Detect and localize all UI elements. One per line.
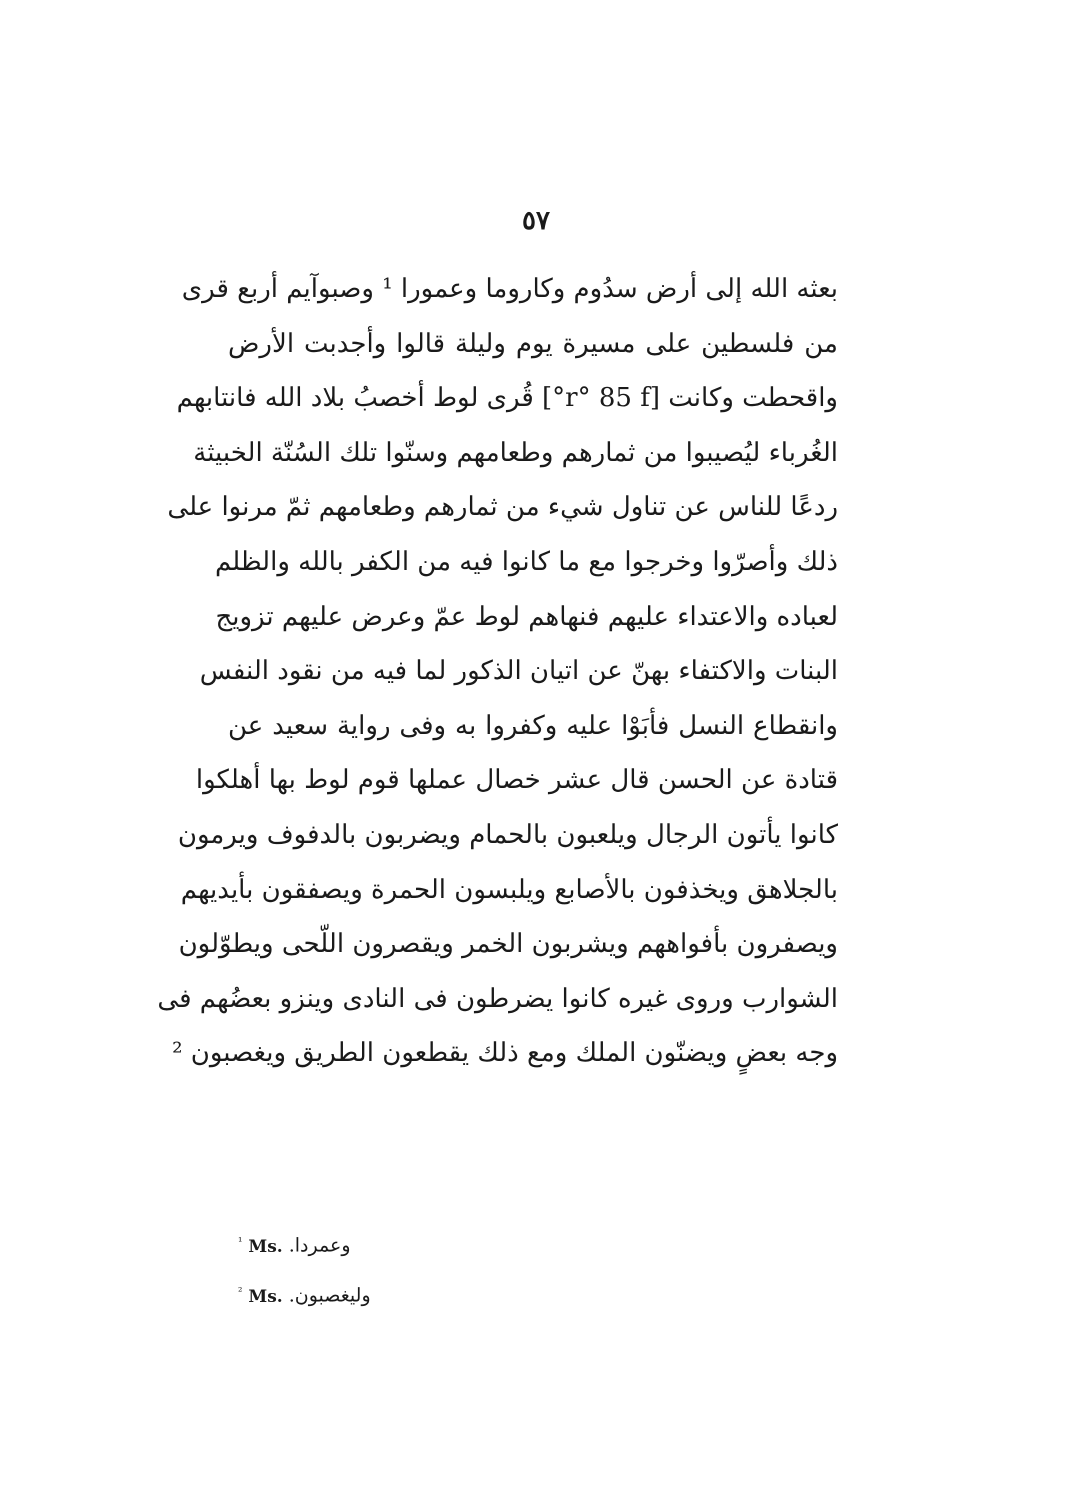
text-line: الشوارب وروى غيره كانوا يضرطون فى النادى وينزو بعضُهم فى [157, 983, 838, 1014]
text-line: الغُرباء ليُصيبوا من ثمارهم وطعامهم وسنّوا تلك السُنّة الخبيثة [193, 437, 838, 468]
text-line: كانوا يأتون الرجال ويلعبون بالحمام ويضربون بالدفوف ويرمون [177, 819, 838, 850]
text-line: وانقطاع النسل فأبَوْا عليه وكفروا به وفى رواية سعيد عن [228, 710, 838, 741]
main-text-block [157, 262, 838, 1081]
text-line: قتادة عن الحسن قال عشر خصال عملها قوم لوط بها أهلكوا [195, 765, 838, 796]
text-line: ويصفرون بأفواههم ويشربون الخمر ويقصرون اللّحى ويطوّلون [178, 929, 838, 960]
footnote-2 [238, 1272, 638, 1322]
footnotes [238, 1222, 638, 1322]
text-line: لعباده والاعتداء عليهم فنهاهم لوط عمّ وعرض عليهم تزويج [215, 601, 838, 632]
text-line: ذلك وأصرّوا وخرجوا مع ما كانوا فيه من الكفر بالله والظلم [214, 546, 838, 577]
text-line: بعثه الله إلى أرض سدُوم وكاروما وعمورا ¹ وصبوآيم أربع قرى [181, 274, 838, 304]
footnote-ms-label: Ms. [248, 1236, 283, 1257]
text-line: وجه بعضٍ ويضنّون الملك ومع ذلك يقطعون الطريق ويغصبون ² [172, 1038, 838, 1069]
footnote-mark: ¹ [238, 1235, 243, 1248]
footnote-text: وليغصبون. [288, 1284, 371, 1307]
footnote-text: وعمردا. [288, 1234, 351, 1257]
footnote-1 [238, 1222, 638, 1272]
text-line: بالجلاهق ويخذفون بالأصابع ويلبسون الحمرة ويصفقون بأيديهم [180, 874, 838, 905]
footnote-ms-label: Ms. [248, 1286, 283, 1307]
text-line: واقحطت وكانت [r° 85 f°] قُرى لوط أخصبُ بلاد الله فانتابهم [176, 383, 838, 414]
text-line: من فلسطين على مسيرة يوم وليلة قالوا وأجدبت الأرض [228, 328, 838, 359]
page-number: ٥٧ [522, 206, 550, 236]
text-line: البنات والاكتفاء بهنّ عن اتيان الذكور لما فيه من نقود النفس [199, 656, 838, 687]
footnote-mark: ² [238, 1285, 243, 1298]
text-line: ردعًا للناس عن تناول شيء من ثمارهم وطعامهم ثمّ مرنوا على [167, 492, 838, 523]
